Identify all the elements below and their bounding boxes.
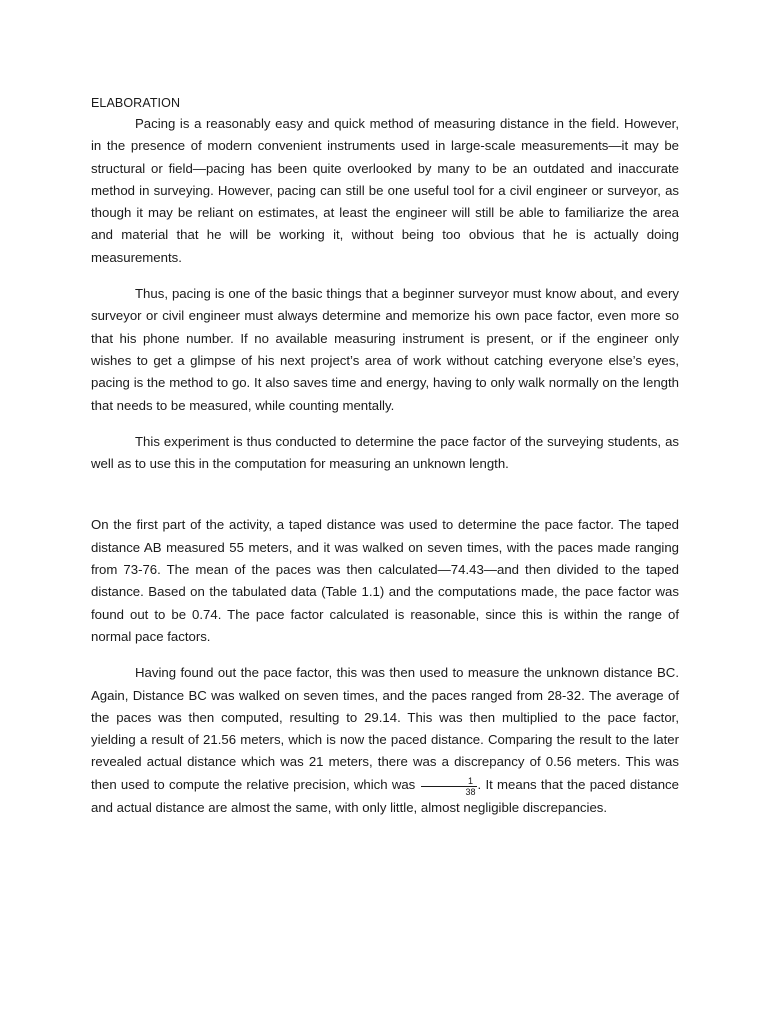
paragraph-importance: Thus, pacing is one of the basic things that a beginner surveyor must know about, and every surveyor or civil engineer must always determine and memorize his own pace factor, even more so that his phone number. If no available measuring instrument is present, or if the engineer only wishes to get a glimpse of his next project’s area of work without catching everyone else’s eyes, pacing is the method to go. It also saves time and energy, having to only walk normally on the length that needs to be measured, while counting mentally. — [91, 286, 679, 413]
paragraph-second-part — [91, 662, 679, 819]
document-page — [91, 93, 679, 819]
paragraph-first-part: On the first part of the activity, a taped distance was used to determine the pace factor. The taped distance AB measured 55 meters, and it was walked on seven times, with the paces made ranging from 73-76. The mean of the paces was then calculated—74.43—and then divided to the taped distance. Based on the tabulated data (Table 1.1) and the computations made, the pace factor was found out to be 0.74. The pace factor calculated is reasonable, since this is within the range of normal pace factors. — [91, 517, 679, 644]
paragraph-second-part-text: Having found out the pace factor, this was then used to measure the unknown distance BC. Again, Distance BC was walked on seven times, and the paces ranged from 28-32. The average of the paces was then computed, resulting to 29.14. This was then multiplied to the pace factor, yielding a result of 21.56 meters, which is now the paced distance. Comparing the result to the later revealed actual distance which was 21 meters, there was a discrepancy of 0.56 meters. This was then used to compute the relative precision, which was — [91, 665, 679, 792]
relative-precision-fraction — [421, 776, 477, 797]
section-heading: ELABORATION — [91, 96, 181, 110]
fraction-numerator: 1 — [421, 776, 477, 787]
paragraph-intro: Pacing is a reasonably easy and quick method of measuring distance in the field. However, in the presence of modern convenient instruments used in large-scale measurements—it may be structural or field—pacing has been quite overlooked by many to be an outdated and inaccurate method in surveying. However, pacing can still be one useful tool for a civil engineer or surveyor, as though it may be reliant on estimates, at least the engineer will still be able to familiarize the area and material that he will be working it, without being too obvious that he is actually doing measurements. — [91, 116, 679, 265]
paragraph-objective: This experiment is thus conducted to determine the pace factor of the surveying students, as well as to use this in the computation for measuring an unknown length. — [91, 433, 679, 472]
fraction-denominator: 38 — [465, 786, 476, 797]
paragraph-second-part-conclusion: . It means that the paced distance and actual distance are almost the same, with only little, almost negligible discrepancies. — [91, 776, 679, 815]
